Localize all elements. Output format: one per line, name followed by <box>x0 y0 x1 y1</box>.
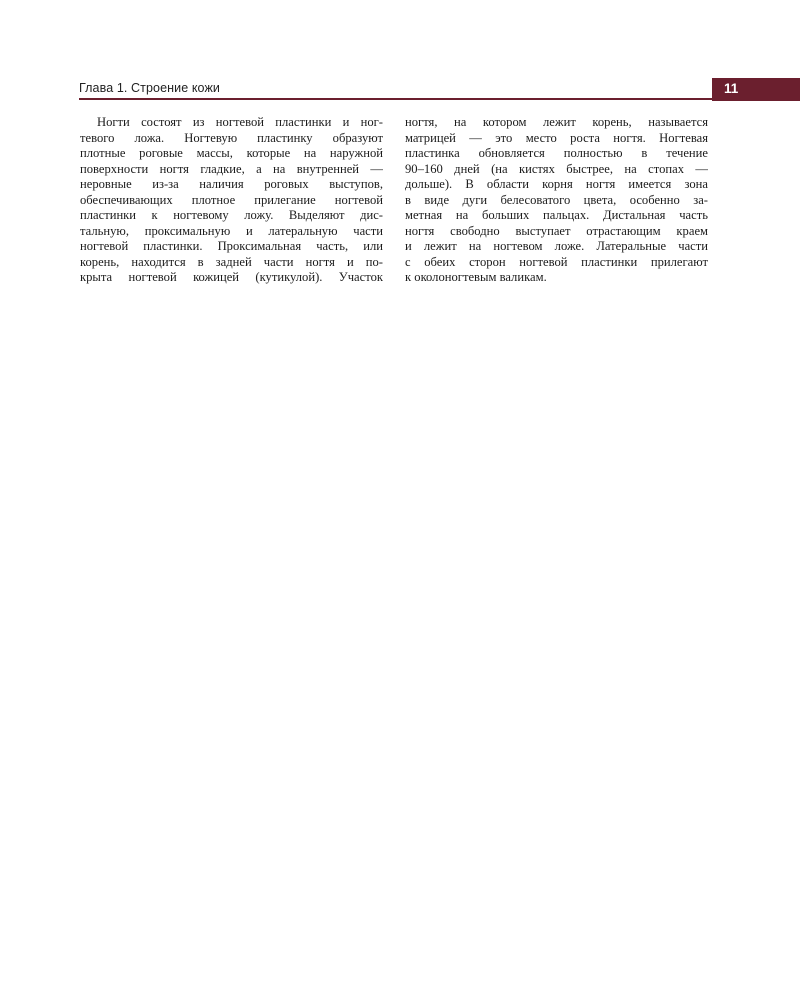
text-line: плотные роговые массы, которые на наружной <box>80 146 383 160</box>
text-line: корень, находится в задней части ногтя и по- <box>80 254 383 269</box>
text-line: пластинки к ногтевому ложу. Выделяют дис- <box>80 208 383 222</box>
text-line: Ногти состоят из ногтевой пластинки и ног- <box>97 115 383 129</box>
left-text-column <box>80 115 383 286</box>
text-line: ногтя, на котором лежит корень, называется <box>405 115 708 129</box>
text-line: тевого ложа. Ногтевую пластинку образуют <box>80 130 383 145</box>
text-line: 90–160 дней (на кистях быстрее, на стопах — <box>405 161 708 176</box>
text-line: неровные из-за наличия роговых выступов, <box>80 177 383 191</box>
text-line: крыта ногтевой кожицей (кутикулой). Участок <box>80 270 383 284</box>
text-line: матрицей — это место роста ногтя. Ногтевая <box>405 130 708 145</box>
text-line: ногтя свободно выступает отрастающим краем <box>405 223 708 238</box>
text-line: метная на больших пальцах. Дистальная часть <box>405 208 708 222</box>
text-line: в виде дуги белесоватого цвета, особенно за- <box>405 192 708 207</box>
page-number-box <box>712 78 800 101</box>
page-number: 11 <box>724 81 739 96</box>
text-line: дольше). В области корня ногтя имеется зона <box>405 177 708 191</box>
running-head: Глава 1. Строение кожи <box>79 81 221 95</box>
text-line: ногтевой пластинки. Проксимальная часть, или <box>80 239 383 253</box>
right-text-column <box>405 115 708 286</box>
header-rule <box>79 98 713 100</box>
text-line: обеспечивающих плотное прилегание ногтевой <box>80 192 383 207</box>
text-line: и лежит на ногтевом ложе. Латеральные части <box>405 239 708 253</box>
text-line: с обеих сторон ногтевой пластинки прилегают <box>405 254 708 269</box>
text-line: к околоногтевым валикам. <box>405 270 547 284</box>
text-line: пластинка обновляется полностью в течение <box>405 146 708 160</box>
text-line: тальную, проксимальную и латеральную части <box>80 223 383 238</box>
text-line: поверхности ногтя гладкие, а на внутренней — <box>80 161 383 176</box>
